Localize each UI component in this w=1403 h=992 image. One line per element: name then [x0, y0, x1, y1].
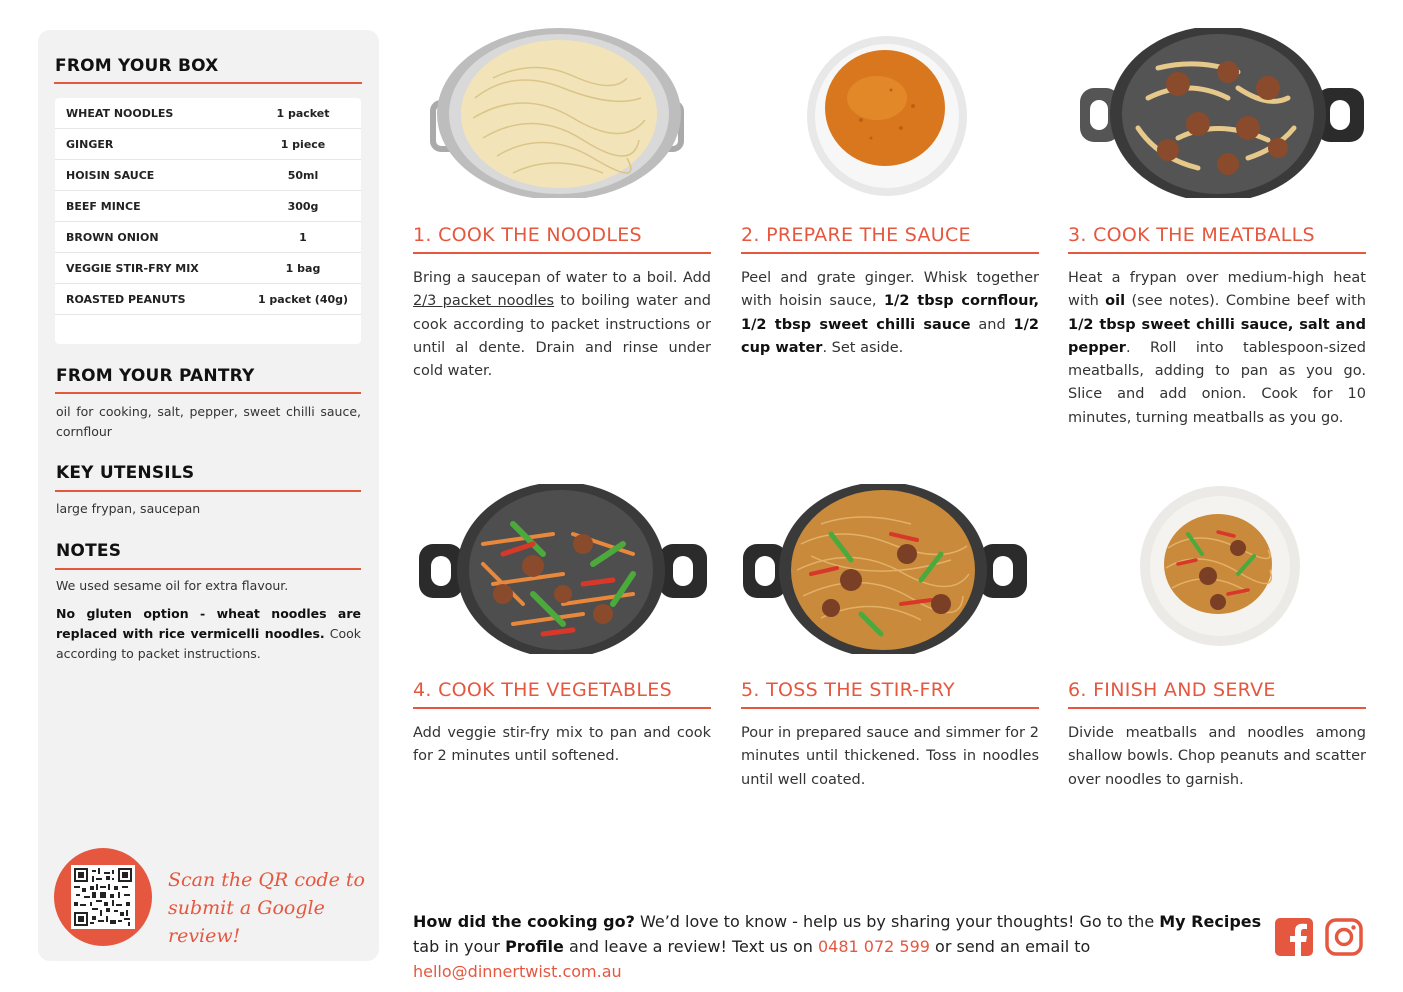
notes-heading: NOTES: [56, 541, 122, 561]
ingredient-qty: 300g: [287, 199, 319, 213]
ingredients-table: [55, 98, 361, 344]
email-link[interactable]: hello@dinnertwist.com.au: [413, 962, 622, 981]
qr-badge[interactable]: [54, 848, 152, 946]
table-row: [55, 191, 361, 222]
step-text-underline: 2/3 packet noodles: [413, 293, 555, 310]
gluten-note-text: Cook according to packet instructions.: [56, 626, 361, 661]
ingredient-qty: 1 bag: [285, 261, 321, 275]
divider: [1068, 252, 1366, 254]
table-row: [55, 253, 361, 284]
served-bowl-image: [1068, 484, 1366, 654]
step-text-part: . Set aside.: [822, 339, 904, 356]
divider: [55, 490, 361, 492]
stir-fry-frypan-image: [741, 484, 1039, 654]
divider: [413, 707, 711, 709]
step-4-text: Add veggie stir-fry mix to pan and cook for 2 minutes until softened.: [413, 725, 711, 765]
noodles-saucepan-image: [413, 28, 711, 198]
ingredient-name: HOISIN SAUCE: [66, 168, 155, 182]
step-text-bold: 1/2 tbsp cornflour, 1/2 tbsp sweet chilli sauce: [741, 293, 1040, 333]
step-text-bold: 1/2 cup water: [741, 316, 1039, 356]
step-text-bold: 1/2 tbsp sweet chilli sauce, salt and pepper: [1068, 316, 1366, 356]
qr-code-icon[interactable]: [71, 865, 135, 929]
footer-text: or send an email to: [929, 937, 1091, 956]
ingredient-name: BROWN ONION: [66, 230, 159, 244]
ingredient-qty: 1: [299, 230, 307, 244]
sauce-bowl-image: [741, 28, 1039, 198]
divider: [55, 392, 361, 394]
instagram-icon[interactable]: [1325, 918, 1363, 956]
step-1-title: 1. COOK THE NOODLES: [413, 224, 642, 246]
step-6-text: Divide meatballs and noodles among shallow bowls. Chop peanuts and scatter over noodles to garnish.: [1068, 725, 1366, 788]
step-text-part: Peel and grate ginger. Whisk together with hoisin sauce,: [741, 270, 1039, 310]
feedback-footer: [413, 909, 1263, 984]
divider: [54, 82, 362, 84]
step-text-part: to boiling water and cook according to packet instructions or until al dente. Drain and rinse under cold water.: [413, 293, 712, 380]
gluten-note-bold: No gluten option - wheat noodles are replaced with rice vermicelli noodles.: [56, 606, 361, 641]
footer-text: We’d love to know - help us by sharing your thoughts! Go to the: [634, 912, 1160, 931]
footer-question: How did the cooking go?: [413, 912, 635, 931]
table-row: [55, 222, 361, 253]
profile-label: Profile: [505, 937, 564, 956]
utensils-text: large frypan, saucepan: [56, 501, 201, 516]
step-2-text: [741, 267, 1039, 360]
notes-text: We used sesame oil for extra flavour.: [56, 578, 289, 593]
qr-caption-line: submit a Google review!: [168, 897, 325, 947]
ingredient-qty: 1 packet: [276, 106, 330, 120]
ingredient-name: ROASTED PEANUTS: [66, 292, 186, 306]
gluten-note: [56, 604, 361, 664]
table-row: [55, 129, 361, 160]
from-your-box-heading: FROM YOUR BOX: [55, 56, 219, 76]
pantry-text: oil for cooking, salt, pepper, sweet chilli sauce, cornflour: [56, 404, 361, 439]
ingredient-name: VEGGIE STIR-FRY MIX: [66, 261, 199, 275]
step-text-part: Bring a saucepan of water to a boil. Add: [413, 270, 711, 286]
ingredient-qty: 50ml: [287, 168, 319, 182]
step-text-part: (see notes). Combine beef with: [1125, 293, 1367, 310]
step-text-part: . Roll into tablespoon-sized meatballs, adding to pan as you go. Slice and add onion. Cook for 10 minutes, turning meatballs as you go.: [1068, 339, 1366, 426]
table-row: [55, 160, 361, 191]
key-utensils-heading: KEY UTENSILS: [56, 463, 195, 483]
step-3-text: [1068, 267, 1366, 430]
qr-caption: [168, 866, 368, 950]
divider: [741, 252, 1039, 254]
divider: [55, 568, 361, 570]
meatballs-frypan-image: [1068, 28, 1366, 198]
my-recipes-label: My Recipes: [1159, 912, 1262, 931]
vegetables-frypan-image: [413, 484, 711, 654]
ingredient-qty: 1 piece: [280, 137, 326, 151]
ingredient-qty: 1 packet (40g): [257, 292, 349, 306]
step-text-bold: oil: [1105, 293, 1126, 310]
divider: [1068, 707, 1366, 709]
ingredient-name: BEEF MINCE: [66, 199, 141, 213]
step-4-title: 4. COOK THE VEGETABLES: [413, 679, 672, 701]
qr-caption-line: Scan the QR code to: [168, 869, 365, 891]
step-1-text: [413, 267, 711, 383]
footer-text: and leave a review! Text us on: [563, 937, 818, 956]
ingredients-sidebar: [38, 30, 379, 961]
footer-text: tab in your: [413, 937, 506, 956]
from-your-pantry-heading: FROM YOUR PANTRY: [56, 366, 255, 386]
step-text-part: and: [970, 316, 1014, 333]
divider: [413, 252, 711, 254]
step-2-title: 2. PREPARE THE SAUCE: [741, 224, 971, 246]
facebook-icon[interactable]: [1275, 918, 1313, 956]
step-3-title: 3. COOK THE MEATBALLS: [1068, 224, 1315, 246]
table-row: [55, 284, 361, 315]
step-text-part: Heat a frypan over medium-high heat with: [1068, 270, 1366, 310]
step-5-title: 5. TOSS THE STIR-FRY: [741, 679, 955, 701]
table-row: [55, 98, 361, 129]
ingredient-name: WHEAT NOODLES: [66, 106, 174, 120]
step-5-text: Pour in prepared sauce and simmer for 2 minutes until thickened. Toss in noodles until well coated.: [741, 725, 1039, 788]
phone-link[interactable]: 0481 072 599: [817, 937, 930, 956]
step-6-title: 6. FINISH AND SERVE: [1068, 679, 1276, 701]
ingredient-name: GINGER: [66, 137, 114, 151]
divider: [741, 707, 1039, 709]
